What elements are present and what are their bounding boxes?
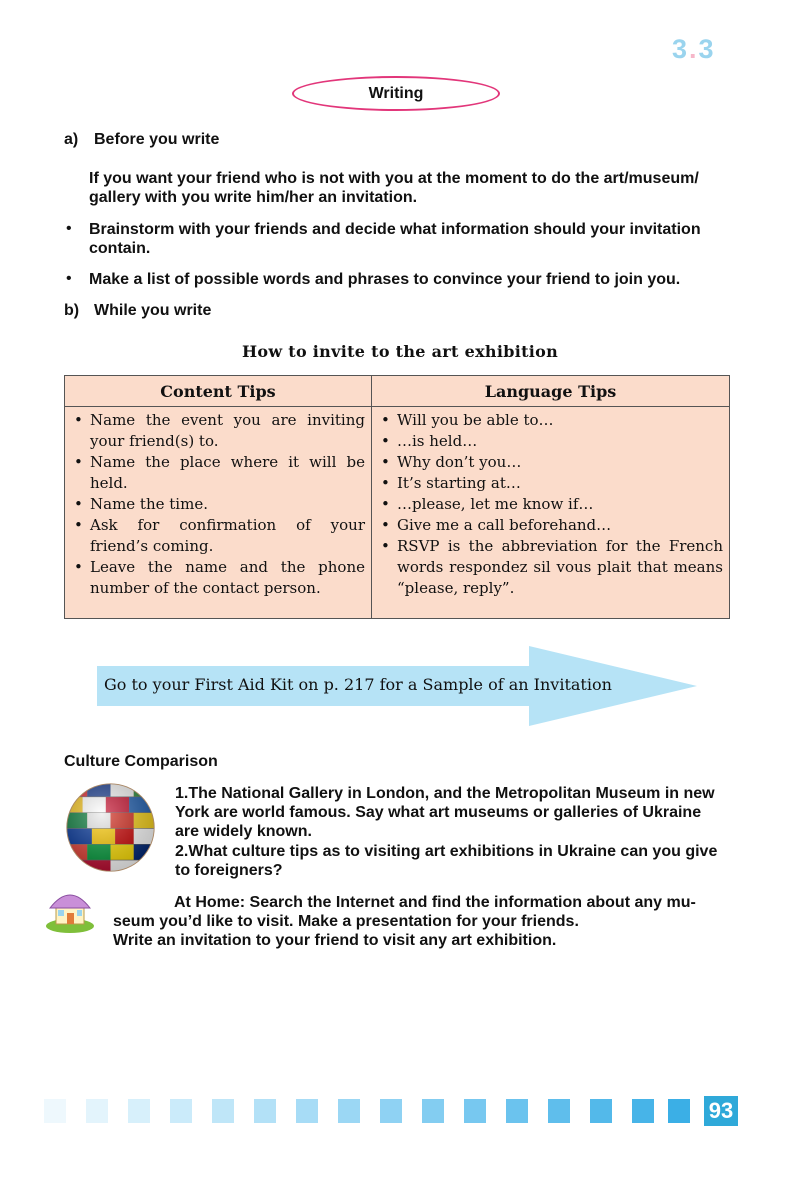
list-item: • Name the event you are inviting your friend(s) to.	[71, 410, 365, 452]
culture-question-2	[175, 842, 731, 880]
content-tips-list	[71, 410, 365, 599]
footer-square	[212, 1099, 234, 1123]
footer-square	[128, 1099, 150, 1123]
footer-square	[338, 1099, 360, 1123]
before-bullet-2: Make a list of possible words and phrases to convince your friend to join you.	[89, 271, 681, 288]
culture-heading: Culture Comparison	[64, 753, 218, 770]
before-intro-line2: gallery with you write him/her an invitation.	[89, 189, 418, 206]
first-aid-kit-link[interactable]: Go to your First Aid Kit on p. 217 for a Sample of an Invitation	[104, 675, 612, 694]
while-heading: While you write	[94, 302, 212, 319]
table-title: How to invite to the art exhibition	[241, 342, 559, 361]
q1-line: are widely known.	[175, 823, 312, 840]
content-tips-cell	[65, 407, 372, 619]
bullet-icon: •	[66, 220, 72, 237]
footer-square	[590, 1099, 612, 1123]
list-item: • RSVP is the abbreviation for the French words respondez sil vous plait that means “please, reply”.	[378, 536, 723, 599]
footer-square	[86, 1099, 108, 1123]
before-intro-line1: If you want your friend who is not with you at the moment to do the art/museum/	[89, 170, 699, 187]
before-intro	[89, 169, 731, 207]
list-item: • Give me a call beforehand…	[378, 515, 723, 536]
culture-question-1	[175, 784, 731, 841]
footer-square	[464, 1099, 486, 1123]
footer-square	[254, 1099, 276, 1123]
tips-table	[64, 375, 730, 619]
footer-square	[296, 1099, 318, 1123]
list-item: • Name the time.	[71, 494, 365, 515]
bullet-1-line1: Brainstorm with your friends and decide what information should your invitation	[89, 221, 701, 238]
list-item: • Name the place where it will be held.	[71, 452, 365, 494]
language-tips-header: Language Tips	[372, 376, 730, 407]
before-heading: Before you write	[94, 131, 220, 148]
while-label: b)	[64, 302, 80, 319]
page-number: 93	[704, 1096, 738, 1126]
bullet-icon: •	[66, 270, 72, 287]
home-line-2: seum you’d like to visit. Make a presentation for your friends.	[113, 913, 579, 930]
bullet-1-line2: contain.	[89, 240, 151, 257]
before-label: a)	[64, 131, 79, 148]
q2-line: to foreigners?	[175, 862, 283, 879]
list-item: • Leave the name and the phone number of the contact person.	[71, 557, 365, 599]
footer-square	[380, 1099, 402, 1123]
q1-line: 1.The National Gallery in London, and the Metropolitan Museum in new	[175, 785, 715, 802]
before-bullet-1	[89, 220, 731, 258]
unit-number-right: 3	[698, 34, 716, 64]
list-item: • Ask for confirmation of your friend’s coming.	[71, 515, 365, 557]
list-item: • Why don’t you…	[378, 452, 723, 473]
list-item: • Will you be able to…	[378, 410, 723, 431]
unit-number-left: 3	[672, 34, 690, 64]
list-item: • It’s starting at…	[378, 473, 723, 494]
footer-square	[170, 1099, 192, 1123]
section-title: Writing	[292, 76, 500, 111]
list-item: • …is held…	[378, 431, 723, 452]
footer-square	[422, 1099, 444, 1123]
unit-number-dot: .	[689, 34, 699, 64]
home-line-3: Write an invitation to your friend to visit any art exhibition.	[113, 932, 557, 949]
footer-square	[506, 1099, 528, 1123]
house-icon	[44, 882, 96, 934]
unit-number	[672, 34, 716, 65]
footer-square	[668, 1099, 690, 1123]
footer-square	[44, 1099, 66, 1123]
home-line-1: At Home: Search the Internet and find the information about any mu-	[174, 894, 696, 911]
language-tips-cell	[372, 407, 730, 619]
content-tips-header: Content Tips	[65, 376, 372, 407]
language-tips-list	[378, 410, 723, 599]
q1-line: York are world famous. Say what art museums or galleries of Ukraine	[175, 804, 702, 821]
globe-flags-icon	[64, 781, 157, 874]
list-item: • …please, let me know if…	[378, 494, 723, 515]
q2-line: 2.What culture tips as to visiting art exhibitions in Ukraine can you give	[175, 843, 718, 860]
footer-square	[548, 1099, 570, 1123]
footer-square	[632, 1099, 654, 1123]
